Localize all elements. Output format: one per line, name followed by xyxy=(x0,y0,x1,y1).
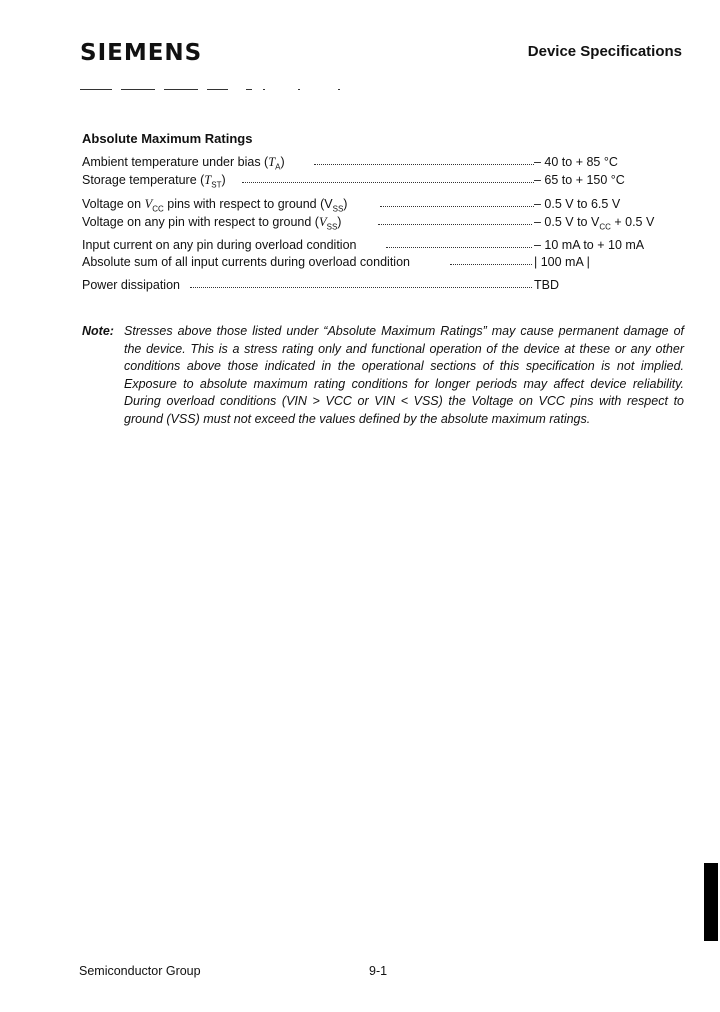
note-text: Stresses above those listed under “Absolute Maximum Ratings” may cause permanent damage of the device. This is a stress rating only and functional operation of the device at these or any other conditions above those indicated in the operational sections of this specification is not implied. Exposure to absolute maximum rating conditions for longer periods may affect device reliability. During overload conditions (VIN > VCC or VIN < VSS) the Voltage on VCC pins with respect to ground (VSS) must not exceed the values defined by the absolute maximum ratings. xyxy=(124,324,684,426)
rating-value: – 0.5 V to $V_{CC} + 0.5$ V xyxy=(534,215,655,232)
rating-label: Voltage on $V_{CC}$ pins with respect to ground $(V_{SS})$ xyxy=(82,197,348,214)
siemens-logo: SIEMENS xyxy=(80,40,203,66)
page-number: 9-1 xyxy=(369,964,388,978)
document-title: Device Specifications xyxy=(527,43,682,60)
rating-row-power-dissipation xyxy=(82,277,672,293)
leader-dots xyxy=(378,224,532,225)
rating-row-input-current xyxy=(82,237,672,253)
rating-row-sum-input-currents xyxy=(82,254,672,270)
rating-row-ambient-temperature xyxy=(82,154,672,170)
rating-label: Voltage on any pin with respect to ground $(V_{SS})$ xyxy=(82,215,342,232)
rating-label: Input current on any pin during overload condition xyxy=(82,238,357,252)
rating-row-storage-temperature xyxy=(82,172,672,188)
leader-dots xyxy=(450,264,532,265)
rating-label: Ambient temperature under bias $(T_A)$ xyxy=(82,155,285,172)
note-label: Note: xyxy=(82,324,114,338)
rating-label: Storage temperature $(T_{ST})$ xyxy=(82,173,226,190)
rating-label: Power dissipation xyxy=(82,278,180,292)
section-title: Absolute Maximum Ratings xyxy=(82,131,253,146)
rating-value: – 10 mA to + 10 mA xyxy=(534,238,645,252)
rating-row-pin-voltage xyxy=(82,214,672,230)
leader-dots xyxy=(190,287,532,288)
rating-value: | 100 mA | xyxy=(534,255,590,269)
rating-label: Absolute sum of all input currents during overload condition xyxy=(82,255,410,269)
rating-value: TBD xyxy=(534,278,559,292)
rating-value: – 0.5 V to 6.5 V xyxy=(534,197,621,211)
chapter-tab-marker xyxy=(704,863,718,941)
leader-dots xyxy=(380,206,534,207)
footer-publisher: Semiconductor Group xyxy=(79,964,201,978)
leader-dots xyxy=(314,164,534,165)
rating-value: – 65 to + 150 °C xyxy=(534,173,625,187)
leader-dots xyxy=(242,182,534,183)
rating-value: – 40 to + 85 °C xyxy=(534,155,618,169)
rating-row-vcc-voltage xyxy=(82,196,672,212)
leader-dots xyxy=(386,247,532,248)
